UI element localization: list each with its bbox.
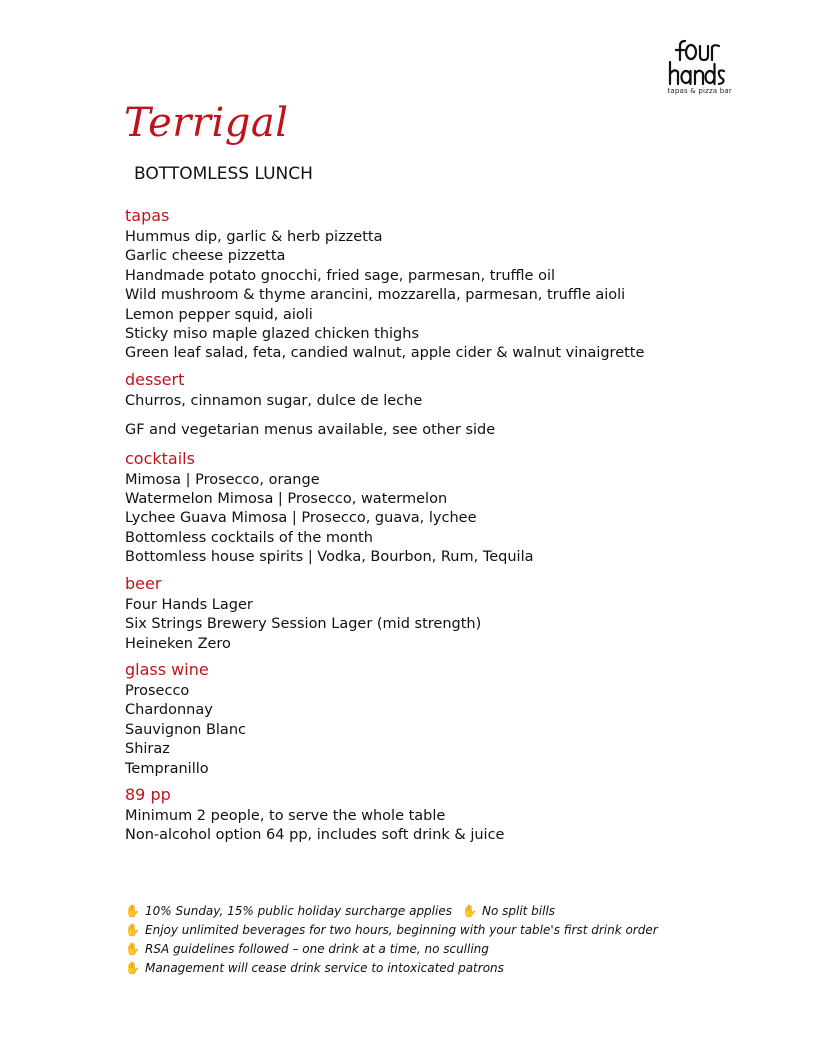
footnote-line: [125, 902, 745, 921]
menu-item: Mimosa | Prosecco, orange: [125, 471, 320, 488]
footnote-two-hours: Enjoy unlimited beverages for two hours, beginning with your table's first drink order: [145, 923, 658, 937]
menu-item: Hummus dip, garlic & herb pizzetta: [125, 229, 383, 245]
menu-item: Wild mushroom & thyme arancini, mozzarella, parmesan, truffle aioli: [125, 287, 626, 304]
section-heading-price: 89 pp: [125, 784, 171, 804]
hand-icon: ✋: [125, 961, 140, 975]
menu-subtitle: BOTTOMLESS LUNCH: [134, 164, 313, 184]
menu-item: Four Hands Lager: [125, 596, 253, 613]
footnotes: [125, 902, 745, 978]
menu-item: Tempranillo: [125, 760, 209, 777]
section-heading-glass-wine: glass wine: [125, 659, 209, 679]
logo-tagline: tapas & pizza bar: [667, 87, 732, 95]
section-heading-tapas: tapas: [125, 206, 170, 225]
section-heading-cocktails: cocktails: [125, 448, 195, 468]
footnote-line: [125, 959, 745, 978]
dessert-section: [125, 370, 765, 411]
menu-item: Bottomless house spirits | Vodka, Bourbon, Rum, Tequila: [125, 549, 534, 566]
menu-item: Garlic cheese pizzetta: [125, 248, 286, 265]
menu-item: Six Strings Brewery Session Lager (mid strength): [125, 616, 482, 633]
menu-item: Shiraz: [125, 741, 170, 758]
glass-wine-section: [125, 660, 765, 779]
menu-item: Sticky miso maple glazed chicken thighs: [125, 326, 420, 343]
menu-item: Sauvignon Blanc: [125, 721, 246, 738]
cocktails-section: [125, 449, 765, 568]
menu-item: Chardonnay: [125, 702, 213, 719]
menu-item: Churros, cinnamon sugar, dulce de leche: [125, 392, 423, 409]
price-detail: Minimum 2 people, to serve the whole table: [125, 807, 446, 824]
beer-section: [125, 574, 765, 654]
menu-item: Prosecco: [125, 682, 190, 699]
menu-item: Lemon pepper squid, aioli: [125, 306, 313, 323]
footnote-rsa: RSA guidelines followed – one drink at a time, no sculling: [145, 942, 489, 956]
menu-item: Heineken Zero: [125, 635, 231, 652]
hand-icon: ✋: [125, 923, 140, 937]
footnote-management: Management will cease drink service to intoxicated patrons: [145, 961, 504, 975]
menu-item: Watermelon Mimosa | Prosecco, watermelon: [125, 491, 448, 508]
footnote-line: [125, 921, 745, 940]
footnote-split-bills: No split bills: [481, 904, 556, 918]
menu-item: Green leaf salad, feta, candied walnut, apple cider & walnut vinaigrette: [125, 345, 645, 362]
menu-item: Lychee Guava Mimosa | Prosecco, guava, lychee: [125, 510, 477, 527]
hand-icon: ✋: [461, 904, 477, 918]
price-section: [125, 785, 765, 846]
venue-title: Terrigal: [124, 100, 289, 146]
tapas-section: [125, 206, 765, 364]
hand-icon: ✋: [125, 904, 140, 918]
menu-item: Bottomless cocktails of the month: [125, 529, 373, 546]
footnote-surcharge: 10% Sunday, 15% public holiday surcharge applies: [145, 904, 452, 918]
menu-item: Handmade potato gnocchi, fried sage, parmesan, truffle oil: [125, 267, 556, 284]
menu-content: [125, 206, 765, 852]
dietary-note: GF and vegetarian menus available, see other side: [125, 422, 496, 439]
price-detail: Non-alcohol option 64 pp, includes soft drink & juice: [125, 827, 505, 844]
section-heading-dessert: dessert: [125, 369, 185, 389]
footnote-line: [125, 940, 745, 959]
hand-icon: ✋: [125, 942, 140, 956]
section-heading-beer: beer: [125, 573, 162, 593]
